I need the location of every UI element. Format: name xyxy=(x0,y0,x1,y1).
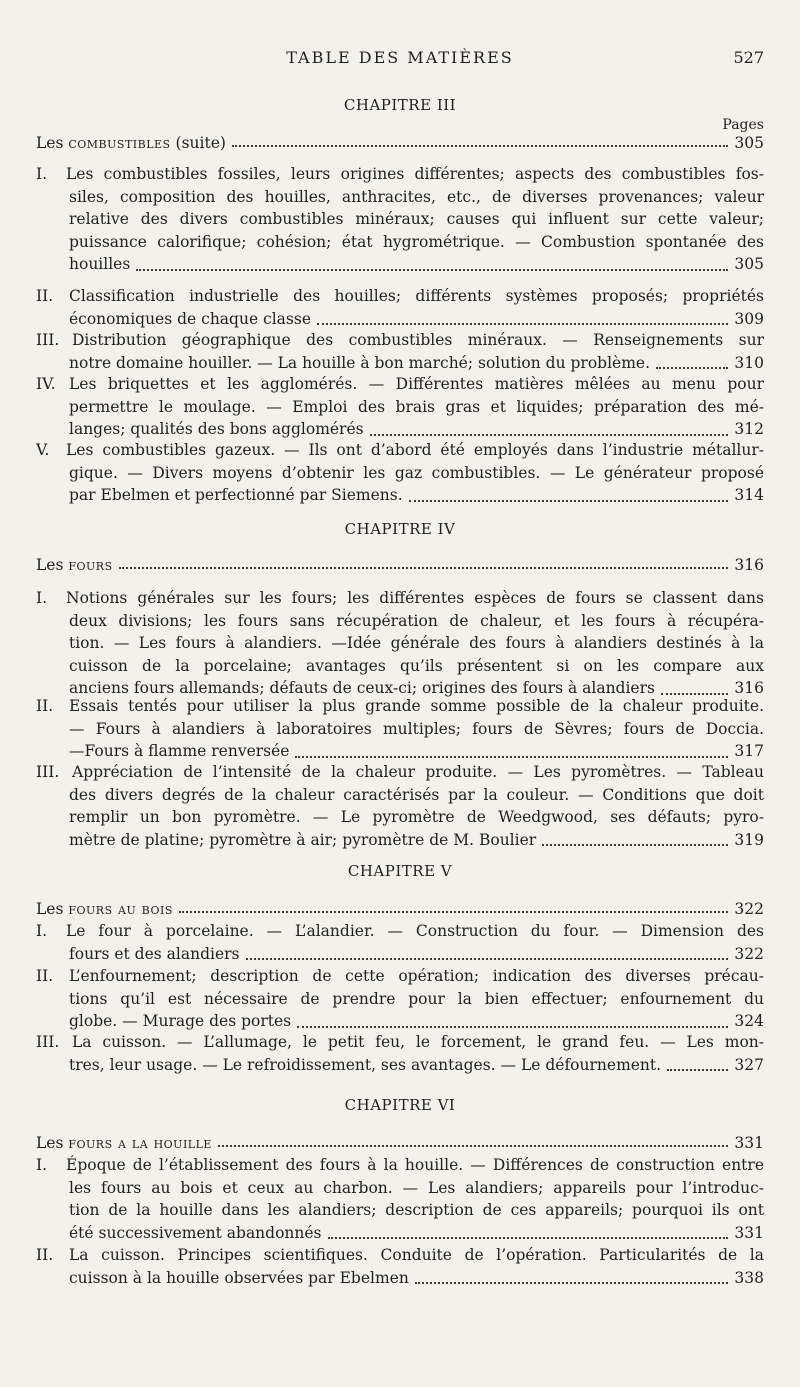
dot-leader xyxy=(542,844,728,846)
dot-leader xyxy=(328,1237,729,1239)
toc-entry[interactable] xyxy=(36,1154,764,1244)
entry-text: économiques de chaque classe xyxy=(69,309,312,328)
entry-numeral: II. xyxy=(36,697,54,715)
entry-line xyxy=(36,208,764,231)
entry-numeral: II. xyxy=(36,287,54,305)
section-heading[interactable] xyxy=(36,552,764,574)
entry-line xyxy=(36,1177,764,1200)
entry-numeral: I. xyxy=(36,922,48,940)
entry-page-number: 309 xyxy=(734,309,764,328)
entry-text: langes; qualités des bons agglomérés xyxy=(69,420,364,438)
dot-leader xyxy=(295,756,728,758)
entry-line xyxy=(36,784,764,807)
entry-line xyxy=(36,1244,764,1267)
dot-leader xyxy=(218,1145,728,1147)
entry-line xyxy=(36,308,764,331)
entry-line xyxy=(36,632,764,655)
entry-page-number: 317 xyxy=(734,742,764,760)
entry-line xyxy=(36,965,764,988)
chapter-title: CHAPITRE V xyxy=(347,862,453,880)
section-name-smallcaps: combustibles xyxy=(68,134,171,152)
entry-text: puissance calorifique; cohésion; état hygrométrique. — Combustion spontanée des xyxy=(69,232,764,251)
entry-text: — Fours à alandiers à laboratoires multiples; fours de Sèvres; fours de Doccia. xyxy=(69,719,764,738)
entry-text: anciens fours allemands; défauts de ceux-ci; origines des fours à alandiers xyxy=(69,679,655,697)
entry-line xyxy=(36,806,764,829)
dot-leader xyxy=(370,434,729,436)
entry-line xyxy=(36,829,764,852)
toc-entry[interactable] xyxy=(36,695,764,763)
dot-leader xyxy=(232,145,728,147)
chapter-title: CHAPITRE IV xyxy=(344,520,456,538)
toc-entry[interactable] xyxy=(36,761,764,851)
section-name-prefix: Les xyxy=(36,900,69,918)
toc-entry[interactable] xyxy=(36,329,764,374)
section-page-number: 316 xyxy=(734,556,764,574)
entry-line xyxy=(36,439,764,462)
entry-line xyxy=(36,1010,764,1033)
entry-numeral: III. xyxy=(36,1033,60,1051)
entry-line xyxy=(36,920,764,943)
section-name-smallcaps: fours a la houille xyxy=(68,1134,212,1152)
dot-leader xyxy=(409,500,729,502)
entry-text: Le four à porcelaine. — L’alandier. — Construction du four. — Dimension des xyxy=(66,922,764,940)
entry-line xyxy=(36,695,764,718)
entry-page-number: 322 xyxy=(734,944,764,963)
entry-numeral: I. xyxy=(36,1156,48,1174)
entry-numeral: III. xyxy=(36,763,60,781)
entry-text: tion de la houille dans les alandiers; description de ces appareils; pourquoi ils ont xyxy=(69,1201,764,1219)
pages-column-label: Pages xyxy=(722,117,764,133)
entry-line xyxy=(36,1267,764,1290)
section-page-number: 331 xyxy=(734,1134,764,1152)
chapter-title: CHAPITRE III xyxy=(343,96,457,114)
entry-page-number: 324 xyxy=(734,1012,764,1030)
running-title: TABLE DES MATIÈRES xyxy=(286,48,514,67)
entry-text: cuisson à la houille observées par Ebelmen xyxy=(69,1268,409,1287)
entry-line xyxy=(36,1031,764,1054)
section-name-smallcaps: fours xyxy=(68,556,113,574)
entry-numeral: II. xyxy=(36,1246,54,1264)
section-heading[interactable] xyxy=(36,896,764,918)
entry-text: les fours au bois et ceux au charbon. — Les alandiers; appareils pour l’introduc- xyxy=(69,1178,764,1197)
entry-numeral: I. xyxy=(36,165,48,183)
entry-text: Distribution géographique des combustibles minéraux. — Renseignements sur xyxy=(72,331,764,349)
entry-line xyxy=(36,352,764,375)
dot-leader xyxy=(246,958,729,960)
entry-text: été successivement abandonnés xyxy=(69,1223,322,1242)
entry-text: Essais tentés pour utiliser la plus grande somme possible de la chaleur produite. xyxy=(69,697,764,715)
toc-entry[interactable] xyxy=(36,1244,764,1289)
dot-leader xyxy=(297,1026,728,1028)
entry-numeral: II. xyxy=(36,967,54,985)
section-name-rest: (suite) xyxy=(170,134,226,152)
section-heading[interactable] xyxy=(36,130,764,152)
running-head xyxy=(0,48,800,72)
entry-line xyxy=(36,396,764,419)
entry-text: relative des divers combustibles minéraux; causes qui influent sur cette valeur; xyxy=(69,210,764,228)
toc-entry[interactable] xyxy=(36,373,764,441)
dot-leader xyxy=(667,1069,728,1071)
entry-text: Notions générales sur les fours; les différentes espèces de fours se classent dans xyxy=(66,589,764,607)
entry-page-number: 331 xyxy=(734,1223,764,1242)
entry-text: remplir un bon pyromètre. — Le pyromètre de Weedgwood, ses défauts; pyro- xyxy=(69,808,764,826)
entry-numeral: V. xyxy=(36,441,50,459)
entry-text: tion. — Les fours à alandiers. —Idée générale des fours à alandiers destinés à la xyxy=(69,634,764,652)
entry-line xyxy=(36,740,764,763)
section-name xyxy=(36,556,113,574)
entry-text: notre domaine houiller. — La houille à bon marché; solution du problème. xyxy=(69,353,651,372)
section-name-prefix: Les xyxy=(36,1134,69,1152)
entry-line xyxy=(36,231,764,254)
section-name-smallcaps: fours au bois xyxy=(68,900,173,918)
entry-text: permettre le moulage. — Emploi des brais gras et liquides; préparation des mé- xyxy=(69,397,764,416)
toc-entry[interactable] xyxy=(36,965,764,1033)
section-page-number: 322 xyxy=(734,900,764,918)
section-name xyxy=(36,900,173,918)
entry-page-number: 312 xyxy=(734,420,764,438)
entry-text: par Ebelmen et perfectionné par Siemens. xyxy=(69,486,403,504)
section-page-number: 305 xyxy=(734,134,764,152)
entry-text: houilles xyxy=(69,255,131,273)
toc-entry[interactable] xyxy=(36,163,764,276)
entry-line xyxy=(36,484,764,507)
dot-leader xyxy=(119,567,729,569)
entry-line xyxy=(36,610,764,633)
entry-text: mètre de platine; pyromètre à air; pyromètre de M. Boulier xyxy=(69,830,537,849)
entry-line xyxy=(36,329,764,352)
entry-page-number: 305 xyxy=(734,255,764,273)
entry-text: tions qu’il est nécessaire de prendre pour la bien effectuer; enfournement du xyxy=(69,989,764,1008)
entry-line xyxy=(36,186,764,209)
entry-line xyxy=(36,418,764,441)
entry-text: Les briquettes et les agglomérés. — Différentes matières mêlées au menu pour xyxy=(69,375,764,393)
entry-text: L’enfournement; description de cette opération; indication des diverses précau- xyxy=(69,967,764,985)
entry-line xyxy=(36,988,764,1011)
toc-entry[interactable] xyxy=(36,920,764,965)
dot-leader xyxy=(415,1282,729,1284)
entry-line xyxy=(36,587,764,610)
entry-text: La cuisson. Principes scientifiques. Conduite de l’opération. Particularités de la xyxy=(69,1246,764,1264)
entry-text: siles, composition des houilles, anthracites, etc., de diverses provenances; valeur xyxy=(69,187,764,206)
toc-entry[interactable] xyxy=(36,1031,764,1076)
entry-line xyxy=(36,253,764,276)
entry-text: fours et des alandiers xyxy=(69,944,240,963)
entry-text: tres, leur usage. — Le refroidissement, ses avantages. — Le défournement. xyxy=(69,1055,662,1074)
chapter-title: CHAPITRE VI xyxy=(344,1096,456,1114)
entry-line xyxy=(36,718,764,741)
entry-page-number: 319 xyxy=(734,830,764,849)
entry-text: Appréciation de l’intensité de la chaleur produite. — Les pyromètres. — Tableau xyxy=(72,763,764,781)
entry-text: cuisson de la porcelaine; avantages qu’ils présentent si on les compare aux xyxy=(69,656,764,675)
dot-leader xyxy=(656,367,728,369)
entry-page-number: 327 xyxy=(734,1055,764,1074)
entry-line xyxy=(36,1154,764,1177)
entry-line xyxy=(36,1199,764,1222)
entry-line xyxy=(36,163,764,186)
entry-line xyxy=(36,943,764,966)
entry-numeral: III. xyxy=(36,331,60,349)
page-number: 527 xyxy=(733,48,764,67)
entry-text: —Fours à flamme renversée xyxy=(69,742,290,760)
entry-text: Classification industrielle des houilles; différents systèmes proposés; propriétés xyxy=(69,287,764,305)
entry-page-number: 310 xyxy=(734,353,764,372)
entry-text: gique. — Divers moyens d’obtenir les gaz combustibles. — Le générateur proposé xyxy=(69,463,764,482)
dot-leader xyxy=(317,323,728,325)
entry-text: deux divisions; les fours sans récupération de chaleur, et les fours à récupéra- xyxy=(69,611,764,630)
entry-line xyxy=(36,1222,764,1245)
entry-numeral: IV. xyxy=(36,375,56,393)
toc-entry[interactable] xyxy=(36,587,764,700)
entry-text: Époque de l’établissement des fours à la houille. — Différences de construction entre xyxy=(66,1156,764,1174)
entry-line xyxy=(36,761,764,784)
entry-text: des divers degrés de la chaleur caractérisés par la couleur. — Conditions que doit xyxy=(69,785,764,804)
entry-line xyxy=(36,285,764,308)
section-name xyxy=(36,1134,212,1152)
entry-text: Les combustibles fossiles, leurs origines différentes; aspects des combustibles fos- xyxy=(66,165,764,183)
entry-numeral: I. xyxy=(36,589,48,607)
section-name-prefix: Les xyxy=(36,134,69,152)
entry-text: Les combustibles gazeux. — Ils ont d’abord été employés dans l’industrie métallur- xyxy=(66,441,764,459)
toc-entry[interactable] xyxy=(36,285,764,330)
entry-line xyxy=(36,655,764,678)
section-heading[interactable] xyxy=(36,1130,764,1152)
entry-text: La cuisson. — L’allumage, le petit feu, le forcement, le grand feu. — Les mon- xyxy=(72,1033,764,1051)
entry-line xyxy=(36,1054,764,1077)
entry-page-number: 338 xyxy=(734,1268,764,1287)
entry-line xyxy=(36,373,764,396)
section-name xyxy=(36,134,226,152)
section-name-prefix: Les xyxy=(36,556,69,574)
entry-page-number: 316 xyxy=(734,679,764,697)
entry-page-number: 314 xyxy=(734,486,764,504)
dot-leader xyxy=(136,269,728,271)
dot-leader xyxy=(179,911,729,913)
entry-text: globe. — Murage des portes xyxy=(69,1012,292,1030)
entry-line xyxy=(36,462,764,485)
toc-entry[interactable] xyxy=(36,439,764,507)
